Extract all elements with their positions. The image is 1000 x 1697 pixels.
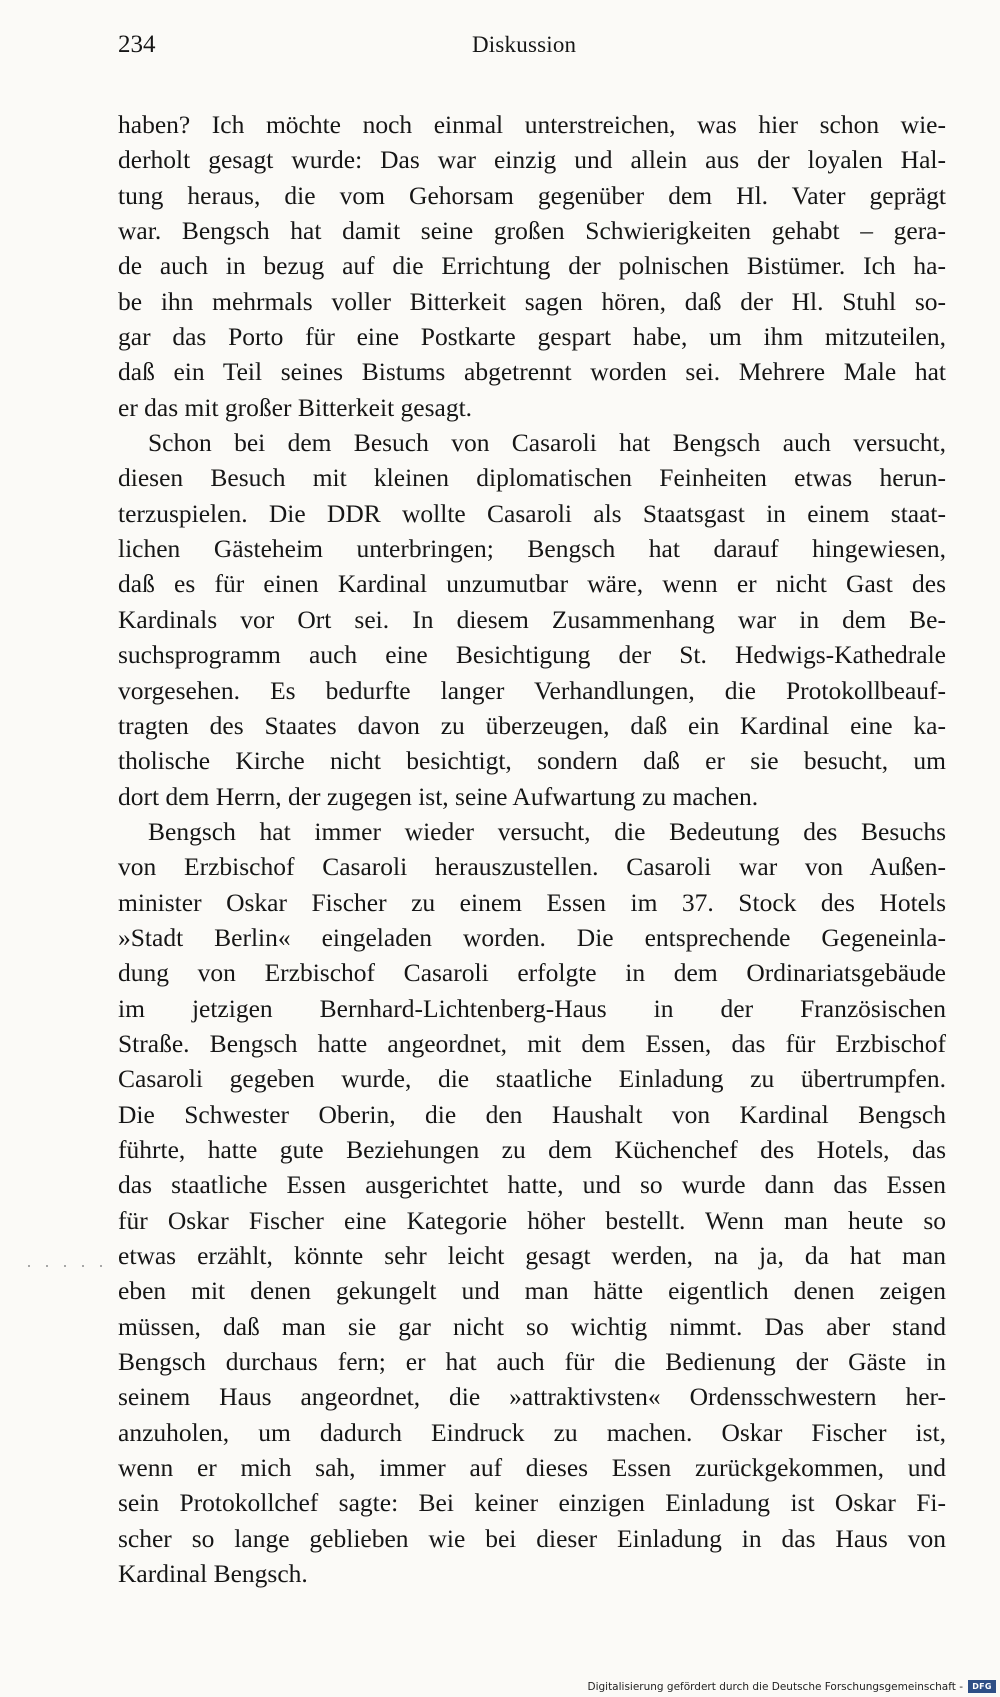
- text-line: gar das Porto für eine Postkarte gespart habe, um ihm mitzuteilen,: [118, 322, 946, 352]
- text-line: von Erzbischof Casaroli herauszustellen. Casaroli war von Außen-: [118, 852, 946, 882]
- text-line: diesen Besuch mit kleinen diplomatischen Feinheiten etwas herun-: [118, 463, 946, 493]
- text-line: er das mit großer Bitterkeit gesagt.: [118, 392, 473, 422]
- text-line: führte, hatte gute Beziehungen zu dem Küchenchef des Hotels, das: [118, 1134, 946, 1164]
- text-line: scher so lange geblieben wie bei dieser Einladung in das Haus von: [118, 1523, 946, 1553]
- body-text: [118, 107, 946, 1591]
- text-line: daß es für einen Kardinal unzumutbar wäre, wenn er nicht Gast des: [118, 569, 946, 599]
- text-line: anzuholen, um dadurch Eindruck zu machen. Oskar Fischer ist,: [118, 1417, 946, 1447]
- text-line: dung von Erzbischof Casaroli erfolgte in dem Ordinariatsgebäude: [118, 958, 946, 988]
- text-line: war. Bengsch hat damit seine großen Schwierigkeiten gehabt – gera-: [118, 216, 946, 246]
- text-line: tung heraus, die vom Gehorsam gegenüber dem Hl. Vater geprägt: [118, 180, 946, 210]
- text-line: haben? Ich möchte noch einmal unterstreichen, was hier schon wie-: [118, 110, 946, 139]
- digitization-credit: Digitalisierung gefördert durch die Deutsche Forschungsgemeinschaft -: [587, 1680, 963, 1693]
- running-head: Diskussion: [472, 32, 577, 57]
- text-line: suchsprogramm auch eine Besichtigung der St. Hedwigs-Kathedrale: [118, 640, 946, 670]
- text-line: Bengsch durchaus fern; er hat auch für die Bedienung der Gäste in: [118, 1347, 946, 1377]
- text-line: de auch in bezug auf die Errichtung der polnischen Bistümer. Ich ha-: [118, 251, 946, 281]
- dfg-logo-icon: DFG: [968, 1680, 996, 1693]
- text-line: daß ein Teil seines Bistums abgetrennt worden sei. Mehrere Male hat: [118, 357, 946, 387]
- text-line: be ihn mehrmals voller Bitterkeit sagen hören, daß der Hl. Stuhl so-: [118, 286, 946, 316]
- text-line: das staatliche Essen ausgerichtet hatte, und so wurde dann das Essen: [118, 1170, 946, 1200]
- text-line: Bengsch hat immer wieder versucht, die Bedeutung des Besuchs: [148, 816, 946, 846]
- margin-dots: [20, 1265, 112, 1267]
- text-line: Die Schwester Oberin, die den Haushalt von Kardinal Bengsch: [118, 1099, 946, 1129]
- text-line: seinem Haus angeordnet, die »attraktivsten« Ordensschwestern her-: [118, 1382, 946, 1412]
- text-line: sein Protokollchef sagte: Bei keiner einzigen Einladung ist Oskar Fi-: [118, 1488, 946, 1518]
- text-line: etwas erzählt, könnte sehr leicht gesagt werden, na ja, da hat man: [118, 1241, 946, 1270]
- text-line: tholische Kirche nicht besichtigt, sondern daß er sie besucht, um: [118, 746, 946, 776]
- text-line: terzuspielen. Die DDR wollte Casaroli als Staatsgast in einem staat-: [118, 498, 946, 528]
- text-line: Casaroli gegeben wurde, die staatliche Einladung zu übertrumpfen.: [118, 1064, 946, 1094]
- text-line: wenn er mich sah, immer auf dieses Essen zurückgekommen, und: [118, 1453, 946, 1483]
- text-line: Kardinals vor Ort sei. In diesem Zusammenhang war in dem Be-: [118, 604, 946, 634]
- page-number: 234: [118, 31, 156, 58]
- text-line: Straße. Bengsch hatte angeordnet, mit dem Essen, das für Erzbischof: [118, 1028, 946, 1058]
- text-line: für Oskar Fischer eine Kategorie höher bestellt. Wenn man heute so: [118, 1205, 946, 1235]
- text-line: »Stadt Berlin« eingeladen worden. Die entsprechende Gegeneinla-: [118, 922, 946, 952]
- text-line: müssen, daß man sie gar nicht so wichtig nimmt. Das aber stand: [118, 1311, 946, 1341]
- digitization-footer: [587, 1680, 996, 1693]
- text-line: dort dem Herrn, der zugegen ist, seine Aufwartung zu machen.: [118, 781, 759, 811]
- text-line: derholt gesagt wurde: Das war einzig und allein aus der loyalen Hal-: [118, 145, 946, 175]
- text-line: vorgesehen. Es bedurfte langer Verhandlungen, die Protokollbeauf-: [118, 675, 946, 705]
- text-line: tragten des Staates davon zu überzeugen, daß ein Kardinal eine ka-: [118, 710, 946, 740]
- text-line: Kardinal Bengsch.: [118, 1559, 308, 1589]
- text-line: minister Oskar Fischer zu einem Essen im 37. Stock des Hotels: [118, 887, 946, 917]
- text-line: eben mit denen gekungelt und man hätte eigentlich denen zeigen: [118, 1276, 946, 1306]
- text-line: im jetzigen Bernhard-Lichtenberg-Haus in der Französischen: [118, 993, 946, 1023]
- text-line: Schon bei dem Besuch von Casaroli hat Bengsch auch versucht,: [148, 428, 946, 458]
- text-line: lichen Gästeheim unterbringen; Bengsch hat darauf hingewiesen,: [118, 534, 946, 564]
